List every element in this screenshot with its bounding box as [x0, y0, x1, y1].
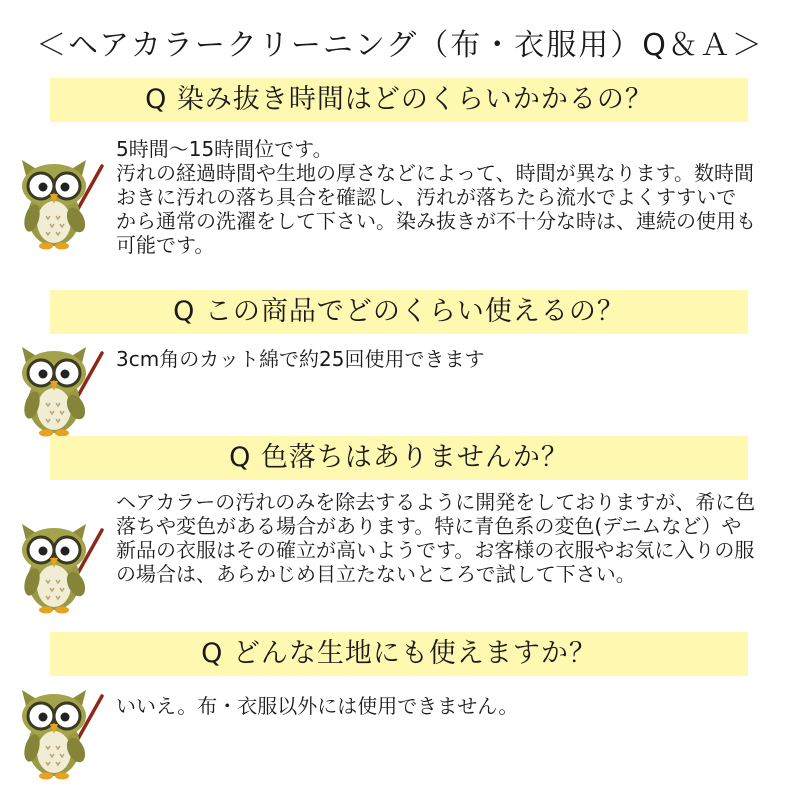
owl-teacher-icon [16, 158, 106, 250]
answer-1-line-1: 5時間〜15時間位です。 [116, 137, 333, 161]
page-title: ＜ヘアカラークリーニング（布・衣服用）Q＆Ａ＞ [36, 28, 764, 63]
owl-teacher-icon [16, 522, 106, 614]
answer-1-line-2: 汚れの経過時間や生地の厚さなどによって、時間が異なります。数時間おきに汚れの落ち具合を確認し、汚れが落ちたら流水でよくすすいでから通常の洗濯をして下さい。染み抜きが不十分な時は、連続の使用も可能です。 [116, 161, 756, 257]
question-bar-3: Q 色落ちはありませんか？ [50, 436, 748, 480]
answer-4 [116, 694, 756, 718]
question-bar-2: Q この商品でどのくらい使えるの？ [50, 290, 748, 334]
question-bar-4: Q どんな生地にも使えますか？ [50, 632, 748, 676]
question-bar-1: Q 染み抜き時間はどのくらいかかるの？ [50, 78, 748, 122]
answer-2 [116, 347, 756, 371]
answer-1 [116, 137, 756, 257]
answer-2-line-1: 3cm角のカット綿で約25回使用できます [116, 347, 485, 371]
owl-teacher-icon [16, 688, 106, 780]
answer-4-line-1: いいえ。布・衣服以外には使用できません。 [116, 694, 519, 718]
answer-3-line-1: ヘアカラーの汚れのみを除去するように開発をしておりますが、希に色落ちや変色がある場合があります。特に青色系の変色(デニムなど）や新品の衣服はその確立が高いようです。お客様の衣服やお気に入りの服の場合は、あらかじめ目立たないところで試して下さい。 [116, 490, 756, 586]
answer-3 [116, 490, 756, 586]
owl-teacher-icon [16, 345, 106, 437]
